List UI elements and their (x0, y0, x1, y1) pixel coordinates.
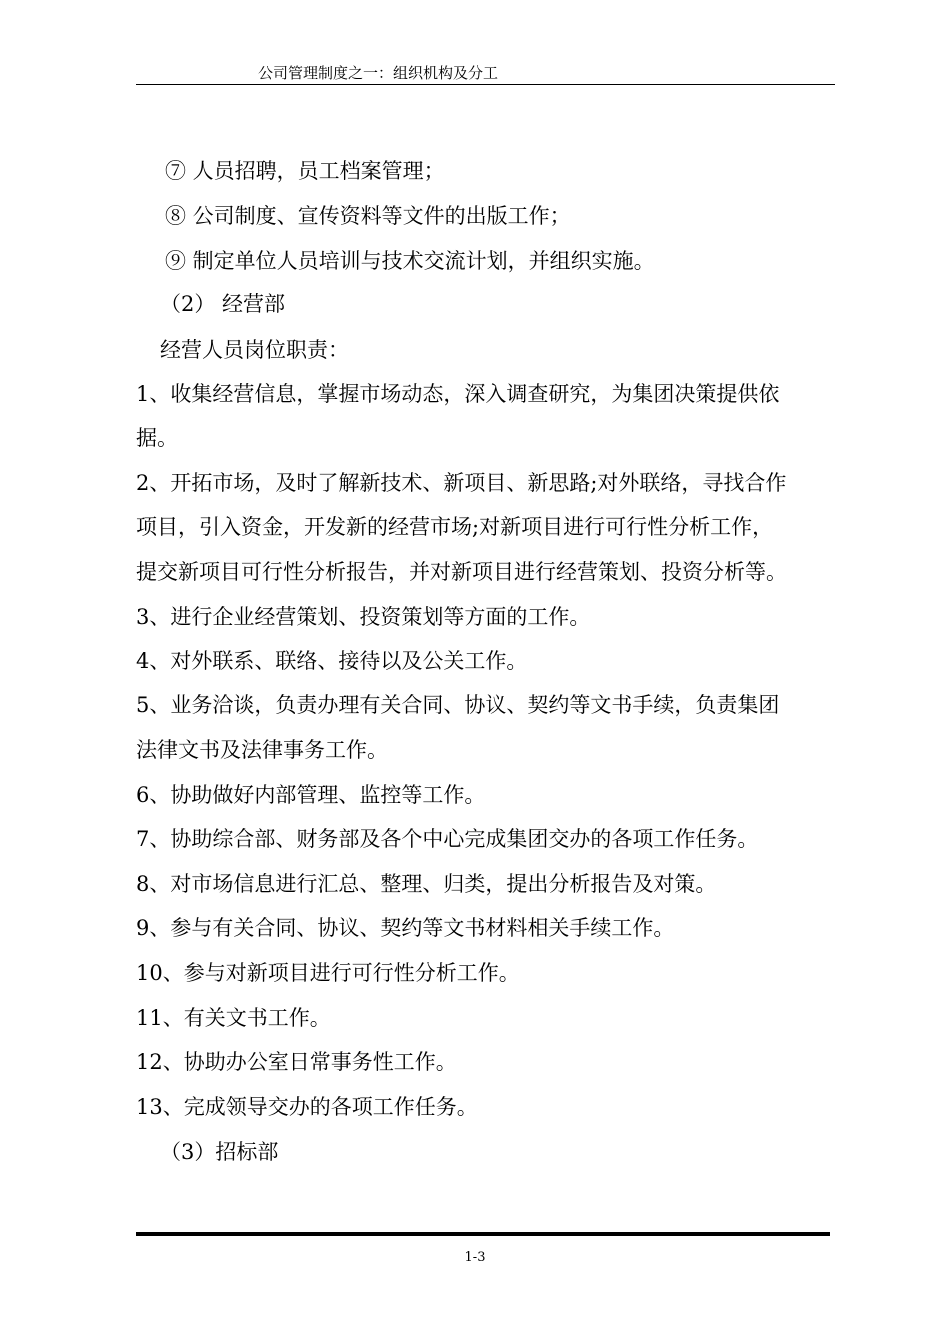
text-line-duty-12: 12、协助办公室日常事务性工作。 (136, 1050, 457, 1074)
text-line-duty-1-cont: 据。 (136, 426, 178, 450)
text-line-item-7: ⑦ 人员招聘，员工档案管理； (165, 159, 445, 183)
section-heading-bidding: （3）招标部 (160, 1140, 279, 1164)
text-line-duty-11: 11、有关文书工作。 (136, 1006, 331, 1030)
text-line-duty-1: 1、收集经营信息，掌握市场动态，深入调查研究，为集团决策提供依 (136, 382, 780, 406)
footer-rule (136, 1232, 830, 1236)
text-line-duty-6: 6、协助做好内部管理、监控等工作。 (136, 783, 486, 807)
text-line-duty-10: 10、参与对新项目进行可行性分析工作。 (136, 961, 520, 985)
text-line-duty-8: 8、对市场信息进行汇总、整理、归类，提出分析报告及对策。 (136, 872, 717, 896)
text-line-duty-4: 4、对外联系、联络、接待以及公关工作。 (136, 649, 528, 673)
page-number: 1-3 (464, 1250, 486, 1265)
text-line-duty-2-cont: 项目，引入资金，开发新的经营市场;对新项目进行可行性分析工作， (136, 515, 774, 539)
header-rule (136, 84, 835, 85)
text-line-duty-5-cont: 法律文书及法律事务工作。 (136, 738, 388, 762)
text-line-item-9: ⑨ 制定单位人员培训与技术交流计划，并组织实施。 (165, 249, 655, 273)
text-line-duty-2-cont: 提交新项目可行性分析报告，并对新项目进行经营策划、投资分析等。 (136, 560, 787, 584)
text-line-duty-13: 13、完成领导交办的各项工作任务。 (136, 1095, 478, 1119)
running-header: 公司管理制度之一：组织机构及分工 (258, 64, 499, 82)
duties-heading: 经营人员岗位职责： (160, 338, 349, 362)
section-heading-business: （2） 经营部 (160, 292, 286, 316)
text-line-duty-7: 7、协助综合部、财务部及各个中心完成集团交办的各项工作任务。 (136, 827, 759, 851)
text-line-duty-2: 2、开拓市场，及时了解新技术、新项目、新思路;对外联络，寻找合作 (136, 471, 787, 495)
text-line-duty-9: 9、参与有关合同、协议、契约等文书材料相关手续工作。 (136, 916, 675, 940)
text-line-item-8: ⑧ 公司制度、宣传资料等文件的出版工作； (165, 204, 571, 228)
text-line-duty-3: 3、进行企业经营策划、投资策划等方面的工作。 (136, 605, 591, 629)
text-line-duty-5: 5、业务洽谈，负责办理有关合同、协议、契约等文书手续，负责集团 (136, 693, 780, 717)
